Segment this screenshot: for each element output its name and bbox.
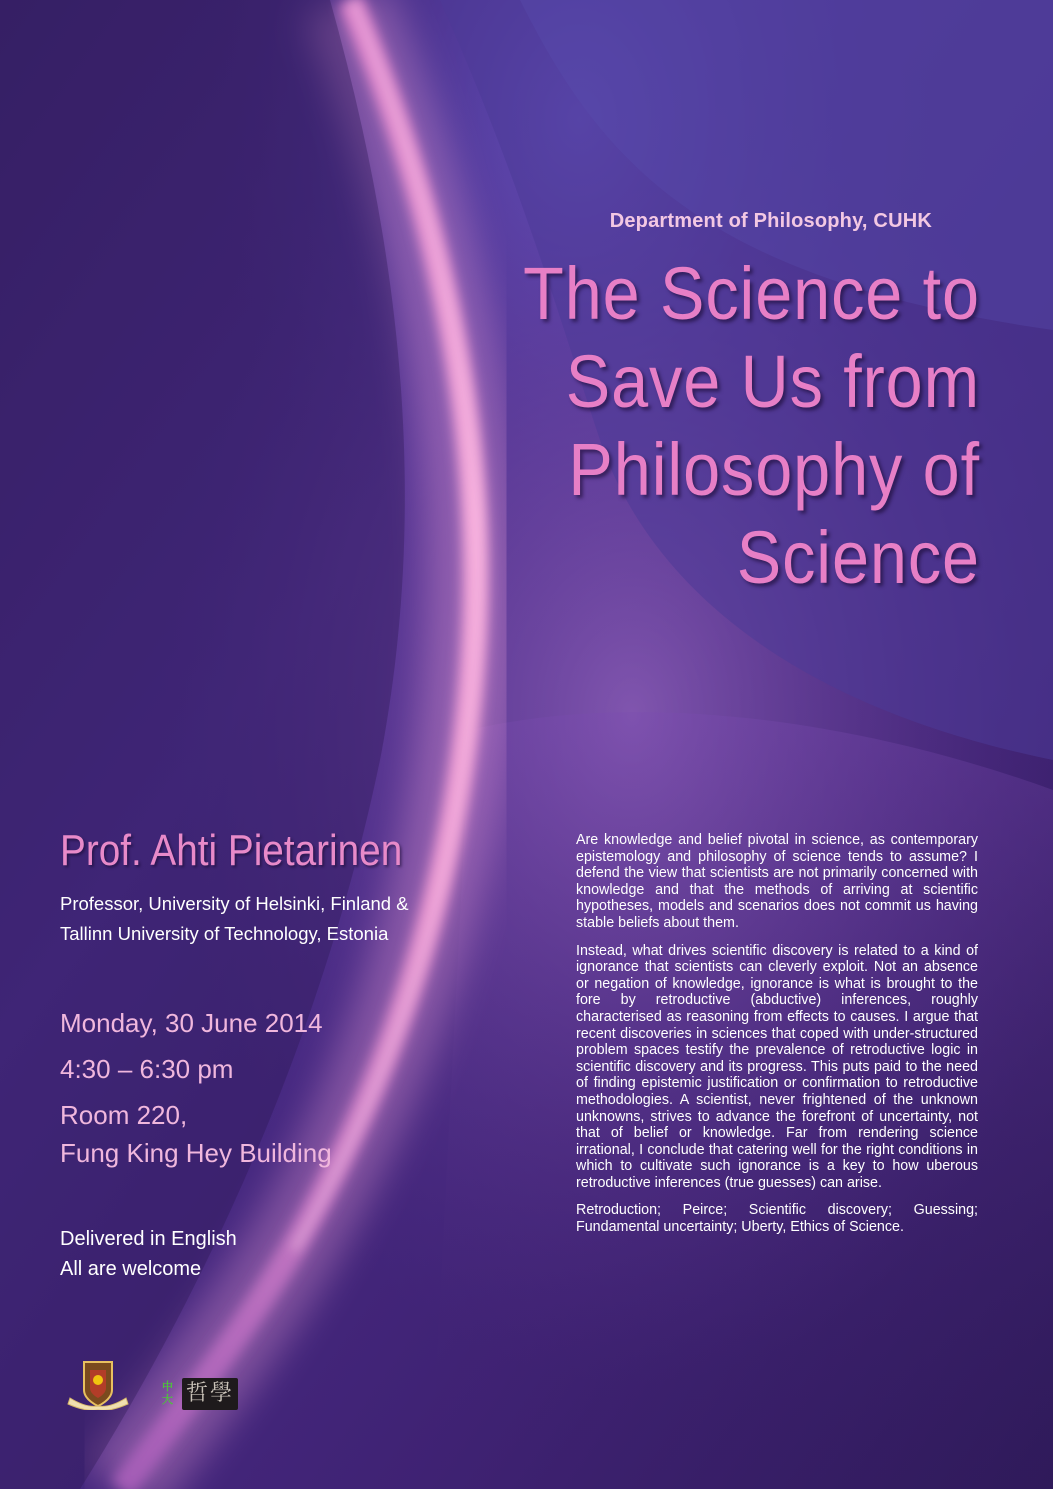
abstract (576, 832, 978, 1247)
speaker-affiliation: Professor, University of Helsinki, Finland & (60, 893, 409, 914)
abstract-paragraph: Are knowledge and belief pivotal in science, as contemporary epistemology and philosophy of science tends to assume? I defend the view that scientists are not primarily concerned with knowledge and that the methods of arriving at scientific hypotheses, models and scenarios does not commit us having stable beliefs about them. (576, 832, 978, 931)
department-name: Department of Philosophy, CUHK (609, 210, 932, 232)
speaker-name: Prof. Ahti Pietarinen (60, 826, 403, 875)
event-venue: Fung King Hey Building (60, 1138, 332, 1168)
event-date: Monday, 30 June 2014 (60, 1008, 323, 1038)
title-line: Save Us from (565, 340, 980, 423)
speaker-affiliation: Tallinn University of Technology, Estonia (60, 923, 389, 944)
department-logo-large-text: 哲學 (182, 1378, 238, 1410)
cuhk-crest-icon (66, 1360, 142, 1410)
title-line: Science (736, 516, 980, 599)
welcome-note: All are welcome (60, 1258, 202, 1280)
language-note: Delivered in English (60, 1228, 237, 1250)
department-logo-small-text: 中大 (162, 1380, 173, 1406)
abstract-paragraph: Instead, what drives scientific discovery is related to a kind of ignorance that scientists can cleverly exploit. Not an absence or negation of knowledge, ignorance is what is brought to the fore by retroductive (abductive) inferences, roughly characterised as reasoning from effects to causes. I argue that recent discoveries in sciences that coped with under-structured problem spaces testify the prevalence of retroductive logic in scientific discovery and its progress. This puts paid to the need of finding epistemic justification or confirmation to retroductive methodologies. A scientist, never frightened of the unknown unknowns, strives to advance the forefront of uncertainty, not that of belief or knowledge. Far from rendering science irrational, I conclude that catering well for the right conditions in which to cultivate such ignorance is a key to how uberous retroductive inferences (true guesses) can arise. (576, 942, 978, 1191)
title-line: Philosophy of (568, 428, 980, 511)
event-time: 4:30 – 6:30 pm (60, 1054, 234, 1084)
event-venue: Room 220, (60, 1100, 188, 1130)
keywords: Retroduction; Peirce; Scientific discovery; Guessing; Fundamental uncertainty; Uberty, Ethics of Science. (576, 1202, 978, 1236)
talk-title (476, 250, 980, 602)
department-logo (162, 1378, 240, 1412)
title-line: The Science to (523, 252, 980, 335)
